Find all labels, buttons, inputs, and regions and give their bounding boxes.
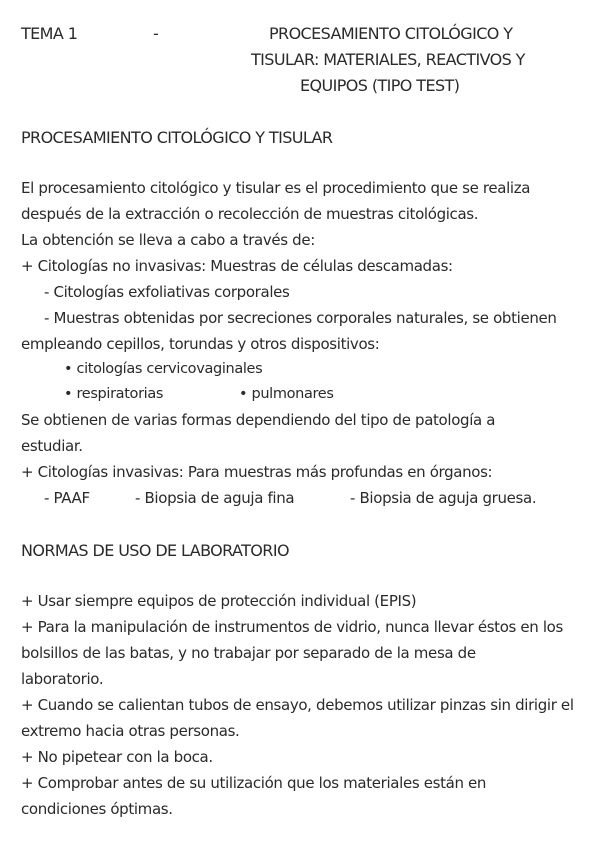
section-heading-normas: NORMAS DE USO DE LABORATORIO xyxy=(21,541,289,560)
paragraph-line: después de la extracción o recolección de muestras citológicas. xyxy=(21,205,479,223)
rule-item-continuation: laboratorio. xyxy=(21,670,104,688)
rule-item-continuation: bolsillos de las batas, y no trabajar por separado de la mesa de xyxy=(21,644,476,662)
paragraph-line: Se obtienen de varias formas dependiendo del tipo de patología a xyxy=(21,411,496,429)
list-subitem: - Citologías exfoliativas corporales xyxy=(44,283,290,301)
rule-item: + No pipetear con la boca. xyxy=(21,748,213,766)
paragraph-line: El procesamiento citológico y tisular es el procedimiento que se realiza xyxy=(21,179,531,197)
list-subitem: - Biopsia de aguja gruesa. xyxy=(350,489,537,507)
list-subitem: - Biopsia de aguja fina xyxy=(135,489,295,507)
rule-item-continuation: extremo hacia otras personas. xyxy=(21,722,240,740)
rule-item: + Cuando se calientan tubos de ensayo, debemos utilizar pinzas sin dirigir el xyxy=(21,696,574,714)
list-subitem: - Muestras obtenidas por secreciones corporales naturales, se obtienen xyxy=(44,309,557,327)
rule-item-continuation: condiciones óptimas. xyxy=(21,800,173,818)
paragraph-line: La obtención se lleva a cabo a través de: xyxy=(21,231,315,249)
document-title-line1: PROCESAMIENTO CITOLÓGICO Y xyxy=(269,24,513,43)
list-subitem-continuation: empleando cepillos, torundas y otros dispositivos: xyxy=(21,335,380,353)
bullet-item: • respiratorias xyxy=(64,386,164,402)
rule-item: + Para la manipulación de instrumentos de vidrio, nunca llevar éstos en los xyxy=(21,618,563,636)
document-title-line2: TISULAR: MATERIALES, REACTIVOS Y xyxy=(251,50,525,69)
tema-label: TEMA 1 xyxy=(21,24,78,43)
paragraph-line: estudiar. xyxy=(21,437,83,455)
section-heading-procesamiento: PROCESAMIENTO CITOLÓGICO Y TISULAR xyxy=(21,128,333,147)
list-subitem: - PAAF xyxy=(44,489,90,507)
rule-item: + Comprobar antes de su utilización que los materiales están en xyxy=(21,774,487,792)
rule-item: + Usar siempre equipos de protección individual (EPIS) xyxy=(21,592,417,610)
tema-dash: - xyxy=(153,24,159,43)
list-item-noninvasive: + Citologías no invasivas: Muestras de células descamadas: xyxy=(21,257,453,275)
bullet-item: • pulmonares xyxy=(239,386,334,402)
list-item-invasive: + Citologías invasivas: Para muestras más profundas en órganos: xyxy=(21,463,493,481)
bullet-item: • citologías cervicovaginales xyxy=(64,361,263,377)
document-title-line3: EQUIPOS (TIPO TEST) xyxy=(300,76,460,95)
